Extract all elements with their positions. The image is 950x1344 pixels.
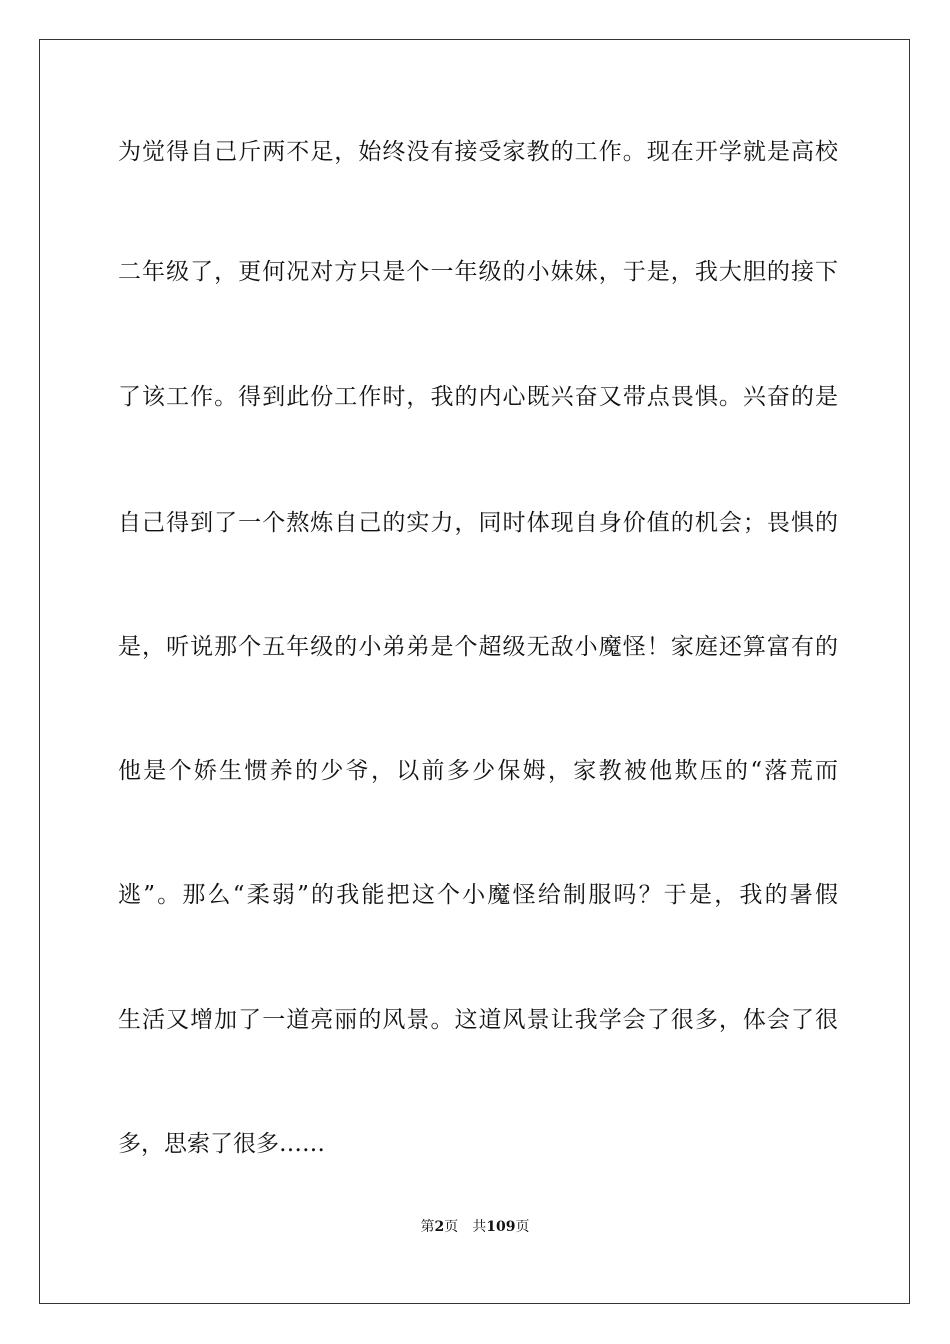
page-prefix: 第 xyxy=(420,1219,435,1235)
text-line: 生活又增加了一道亮丽的风景。这道风景让我学会了很多，体会了很 xyxy=(118,1007,838,1033)
total-suffix: 页 xyxy=(515,1219,530,1235)
text-line: 自己得到了一个熬炼自己的实力，同时体现自身价值的机会；畏惧的 xyxy=(118,510,838,536)
text-line: 是，听说那个五年级的小弟弟是个超级无敌小魔怪！家庭还算富有的 xyxy=(118,634,838,660)
page-suffix: 页 xyxy=(444,1219,459,1235)
page-number: 2 xyxy=(434,1219,445,1235)
total-pages: 109 xyxy=(486,1219,516,1235)
page-border xyxy=(39,39,910,1304)
text-line: 他是个娇生惯养的少爷，以前多少保姆，家教被他欺压的“落荒而 xyxy=(118,758,838,784)
page-footer xyxy=(0,1218,950,1236)
text-line: 逃”。那么“柔弱”的我能把这个小魔怪给制服吗？于是，我的暑假 xyxy=(118,882,838,908)
text-line: 为觉得自己斤两不足，始终没有接受家教的工作。现在开学就是高校 xyxy=(118,139,838,165)
text-line: 二年级了，更何况对方只是个一年级的小妹妹，于是，我大胆的接下 xyxy=(118,259,838,285)
total-prefix: 共 xyxy=(472,1219,487,1235)
text-line: 多，思索了很多…… xyxy=(118,1131,325,1157)
text-line: 了该工作。得到此份工作时，我的内心既兴奋又带点畏惧。兴奋的是 xyxy=(118,384,838,410)
